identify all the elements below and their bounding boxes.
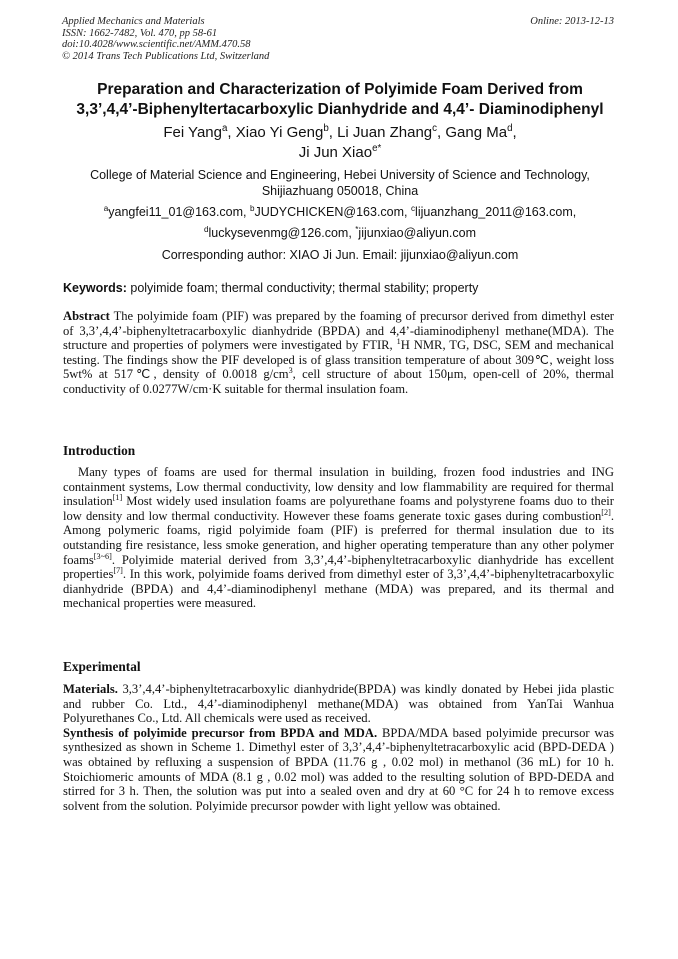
affiliation xyxy=(40,167,640,199)
journal-header xyxy=(62,16,269,62)
citation: [7] xyxy=(113,565,123,575)
experimental-heading: Experimental xyxy=(63,659,141,674)
title-line-2: 3,3’,4,4’-Biphenyltertacarboxylic Dianhydride and 4,4’- Diaminodiphenyl xyxy=(76,101,604,118)
email-list xyxy=(40,204,640,241)
materials-label: Materials. xyxy=(63,682,118,696)
intro-text: . In this work, polyimide foams derived from dimethyl ester of 3,3’,4,4’-biphenyltetracarboxylic dianhydride (BPDA) and 4,4’-diaminodiphenyl methane (MDA) was prepared, and its thermal and mechanical properties were measured. xyxy=(63,567,614,611)
materials-text: 3,3’,4,4’-biphenyltetracarboxylic dianhydride(BPDA) was kindly donated by Hebei jida plastic and rubber Co. Ltd., 4,4’-diaminodiphenyl methane(MDA) was obtained from YanTai Wanhua Polyurethanes Co., Ltd. All chemicals were used as received. xyxy=(63,682,614,726)
citation: [1] xyxy=(112,493,123,502)
email-sup: d xyxy=(203,224,209,234)
author-name: , Xiao Yi Geng xyxy=(227,124,324,141)
email-link[interactable]: yangfei11_01@163.com, xyxy=(108,205,250,219)
author-sup: e* xyxy=(372,143,382,154)
author-sep: , xyxy=(512,124,517,141)
email-sup: c xyxy=(410,203,416,213)
abstract-label: Abstract xyxy=(63,309,110,323)
author-sup: a xyxy=(221,123,228,134)
issn-line: ISSN: 1662-7482, Vol. 470, pp 58-61 xyxy=(62,27,218,39)
abstract-text: , cell structure of about 150μm, open-cell of 20%, thermal conductivity of 0.0277W/cm·K suitable for thermal insulation foam. xyxy=(63,367,614,396)
intro-text: . Polyimide material derived from 3,3’,4,4’-biphenyltetracarboxylic dianhydride has excellent properties xyxy=(63,552,614,582)
keywords-label: Keywords: xyxy=(63,281,127,295)
affiliation-line-1: College of Material Science and Engineering, Hebei University of Science and Technology, xyxy=(90,168,590,182)
intro-text: Most widely used insulation foams are polyurethane foams and polystyrene foams duo to their low density and low thermal conductivity. However these foams generate toxic gases during combustion xyxy=(63,494,614,523)
materials-paragraph xyxy=(63,682,614,726)
email-link[interactable]: luckysevenmg@126.com, xyxy=(208,226,356,240)
title-line-1: Preparation and Characterization of Polyimide Foam Derived from xyxy=(97,81,583,98)
author-name: , Gang Ma xyxy=(437,124,508,141)
paper-title xyxy=(40,80,640,120)
corresponding-author: Corresponding author: XIAO Ji Jun. Email: jijunxiao@aliyun.com xyxy=(161,248,519,262)
affiliation-line-2: Shijiazhuang 050018, China xyxy=(261,184,419,198)
abstract-text: H NMR, TG, DSC, SEM and mechanical testing. The findings show the PIF developed is of glass transition temperature of about 309℃, weight loss 5wt% at 517℃, density of 0.0018 g/cm xyxy=(63,338,614,382)
synthesis-label: Synthesis of polyimide precursor from BPDA and MDA. xyxy=(63,725,378,740)
doi-line: doi:10.4028/www.scientific.net/AMM.470.58 xyxy=(62,39,251,50)
intro-text: . Among polymeric foams, rigid polyimide foam (PIF) is preferred for thermal insulation due to its outstanding fire resistance, less smoke generation, and higher operating temperature than any other polymer foams xyxy=(63,508,614,567)
experimental-body xyxy=(63,682,614,813)
author-name: Ji Jun Xiao xyxy=(298,144,373,161)
introduction-body xyxy=(63,465,614,611)
abstract-text: The polyimide foam (PIF) was prepared by the foaming of precursor derived from dimethyl ester of 3,3’,4,4’-biphenyltetracarboxylic dianhydride (BPDA) and 4,4’-diaminodiphenyl methane(MDA). The structure and properties of polymers were investigated by FTIR, xyxy=(63,309,614,353)
online-date: Online: 2013-12-13 xyxy=(530,16,614,27)
email-sup: a xyxy=(103,203,109,213)
abstract-sup: 1 xyxy=(396,337,401,346)
introduction-heading: Introduction xyxy=(63,443,136,458)
copyright-line: © 2014 Trans Tech Publications Ltd, Switzerland xyxy=(62,50,270,62)
keywords-text: polyimide foam; thermal conductivity; thermal stability; property xyxy=(126,281,479,295)
email-sup: * xyxy=(355,224,359,234)
author-name: , Li Juan Zhang xyxy=(328,124,433,141)
author-sup: b xyxy=(323,123,329,134)
citation: [2] xyxy=(601,507,611,517)
email-link[interactable]: jijunxiao@aliyun.com xyxy=(358,226,477,240)
intro-text: Many types of foams are used for thermal insulation in building, frozen food industries and ING containment systems, Low thermal conductivity, low density and low flammability are required for thermal insulation xyxy=(63,465,614,509)
author-sup: d xyxy=(507,123,513,134)
journal-name: Applied Mechanics and Materials xyxy=(62,16,205,27)
authors-line-2 xyxy=(40,143,640,163)
author-list xyxy=(40,123,640,163)
abstract xyxy=(63,309,614,397)
email-sup: b xyxy=(249,203,255,213)
keywords xyxy=(63,281,618,295)
emails-line-2 xyxy=(40,225,640,241)
emails-line-1 xyxy=(40,204,640,220)
authors-line-1 xyxy=(40,123,640,143)
abstract-sup: 3 xyxy=(288,366,293,376)
email-link[interactable]: lijuanzhang_2011@163.com, xyxy=(415,205,577,219)
synthesis-text: BPDA/MDA based polyimide precursor was synthesized as shown in Scheme 1. Dimethyl ester of 3,3’,4,4’-biphenyltetracarboxylic acid (BPD-DEDA ) was obtained by refluxing a suspension of BPDA (11.76 g , 0.02 mol) in methanol (36 mL) for 10 h. Stoichiomeric amounts of MDA (8.1 g , 0.02 mol) was added to the resulting solution of BPD-DEDA and stirred for 3 h. Then, the solution was put into a sealed oven and dry at 60 °C for 24 h to remove excess solvent from the solution. Polyimide precursor powder with light yellow was obtained. xyxy=(63,725,614,813)
author-sup: c xyxy=(432,123,438,134)
email-link[interactable]: JUDYCHICKEN@163.com, xyxy=(254,205,411,219)
citation: [3~6] xyxy=(93,551,112,561)
author-name: Fei Yang xyxy=(163,124,222,141)
synthesis-paragraph xyxy=(63,726,614,814)
